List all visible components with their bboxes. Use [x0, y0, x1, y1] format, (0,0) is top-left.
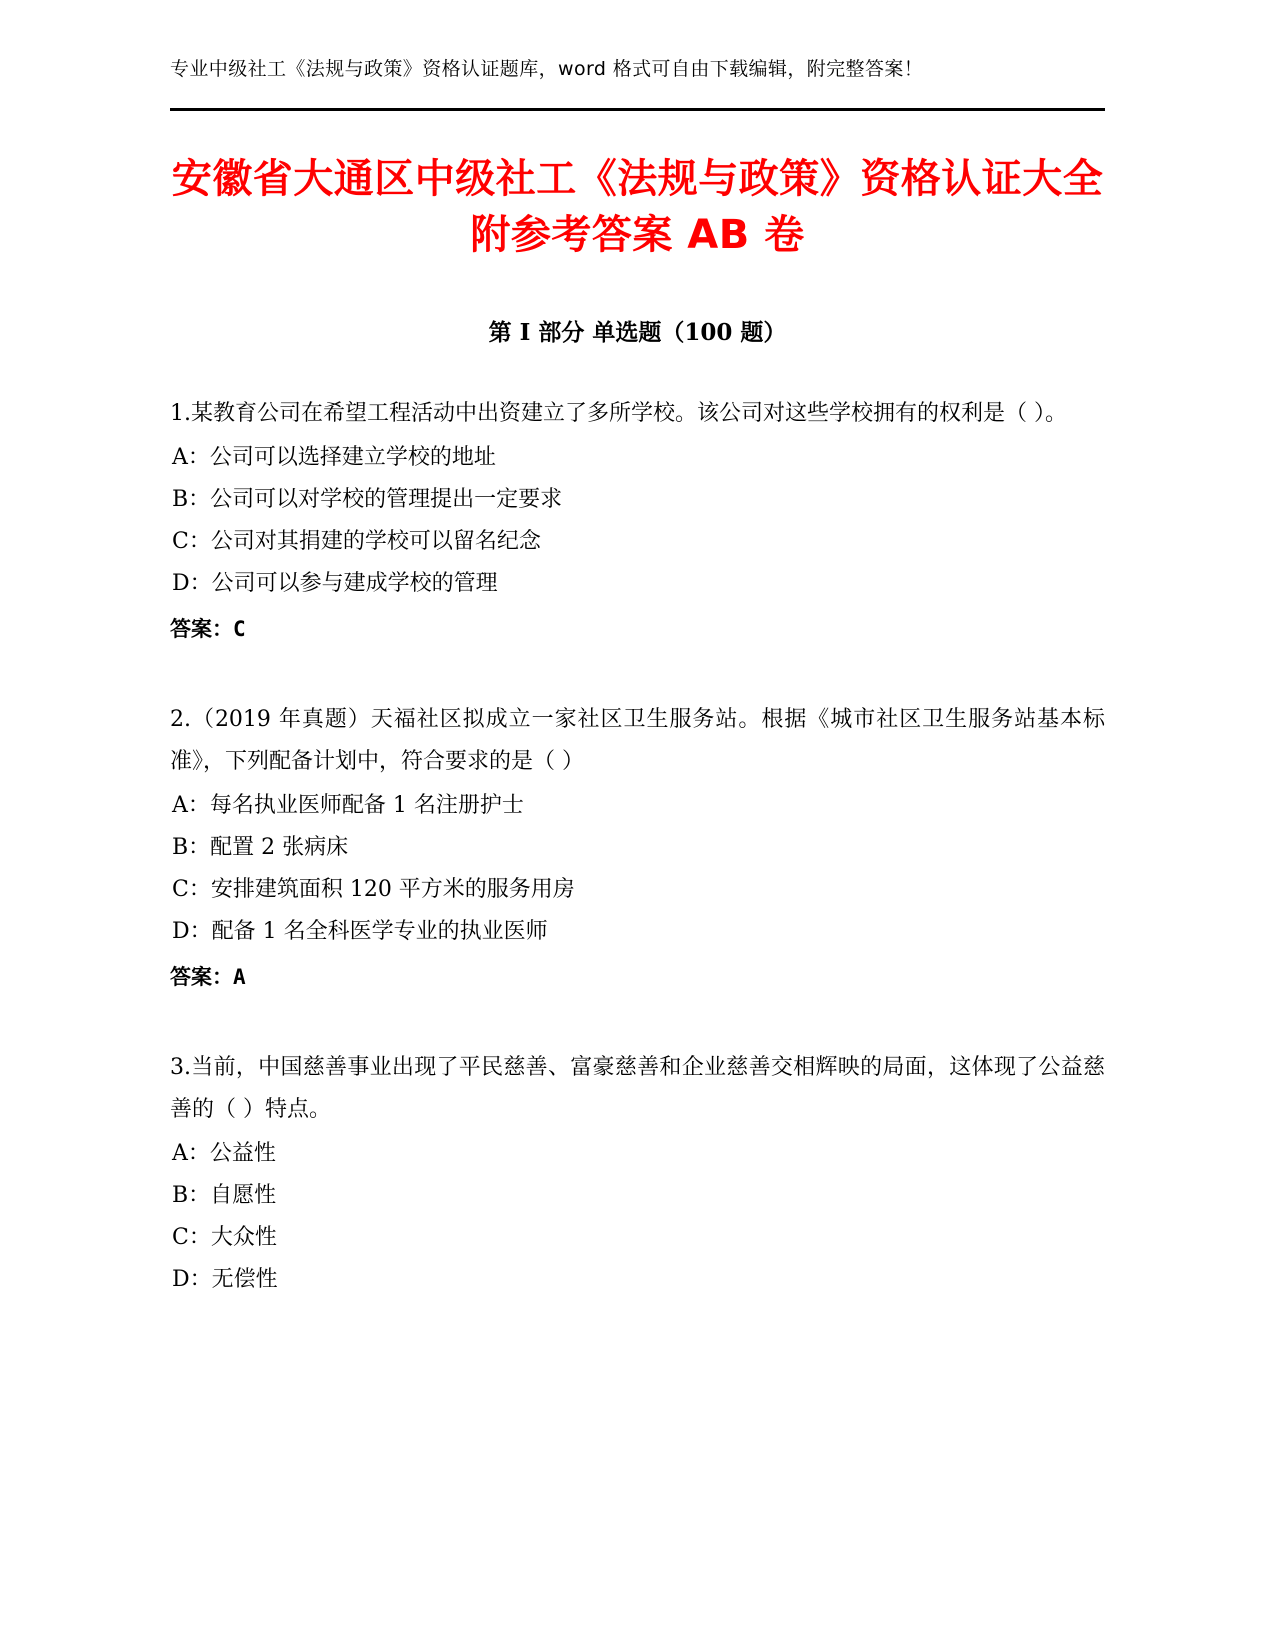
question-answer	[170, 957, 1105, 997]
question-option: C：公司对其捐建的学校可以留名纪念	[172, 529, 541, 554]
answer-label: 答案：	[170, 617, 233, 641]
header-divider	[170, 108, 1105, 111]
question-item	[170, 393, 1105, 649]
question-option: B：公司可以对学校的管理提出一定要求	[172, 487, 563, 512]
question-option: D：配备 1 名全科医学专业的执业医师	[172, 919, 548, 944]
header-note: 专业中级社工《法规与政策》资格认证题库，word 格式可自由下载编辑，附完整答案！	[170, 58, 924, 80]
question-stem: 3.当前，中国慈善事业出现了平民慈善、富豪慈善和企业慈善交相辉映的局面，这体现了公益慈善的（ ）特点。	[170, 1055, 1105, 1122]
question-option: B：配置 2 张病床	[172, 835, 349, 860]
section-heading: 第 I 部分 单选题（100 题）	[488, 319, 787, 346]
question-item	[170, 699, 1105, 997]
question-item	[170, 1047, 1105, 1301]
question-option: A：公司可以选择建立学校的地址	[172, 445, 496, 470]
question-stem: 1.某教育公司在希望工程活动中出资建立了多所学校。该公司对这些学校拥有的权利是（ ）。	[170, 401, 1067, 426]
question-option: A：每名执业医师配备 1 名注册护士	[172, 793, 524, 818]
question-option: C：大众性	[172, 1225, 277, 1250]
question-option: A：公益性	[172, 1141, 276, 1166]
question-stem: 2.（2019 年真题）天福社区拟成立一家社区卫生服务站。根据《城市社区卫生服务站基本标准》，下列配备计划中，符合要求的是（ ）	[170, 707, 1105, 774]
answer-value: A	[233, 965, 246, 989]
answer-value: C	[233, 617, 246, 641]
question-option: C：安排建筑面积 120 平方米的服务用房	[172, 877, 575, 902]
question-option: D：无偿性	[172, 1267, 278, 1292]
question-answer	[170, 609, 1105, 649]
answer-label: 答案：	[170, 965, 233, 989]
question-option: D：公司可以参与建成学校的管理	[172, 571, 498, 596]
question-option: B：自愿性	[172, 1183, 277, 1208]
page-title: 安徽省大通区中级社工《法规与政策》资格认证大全附参考答案 AB 卷	[171, 156, 1104, 258]
